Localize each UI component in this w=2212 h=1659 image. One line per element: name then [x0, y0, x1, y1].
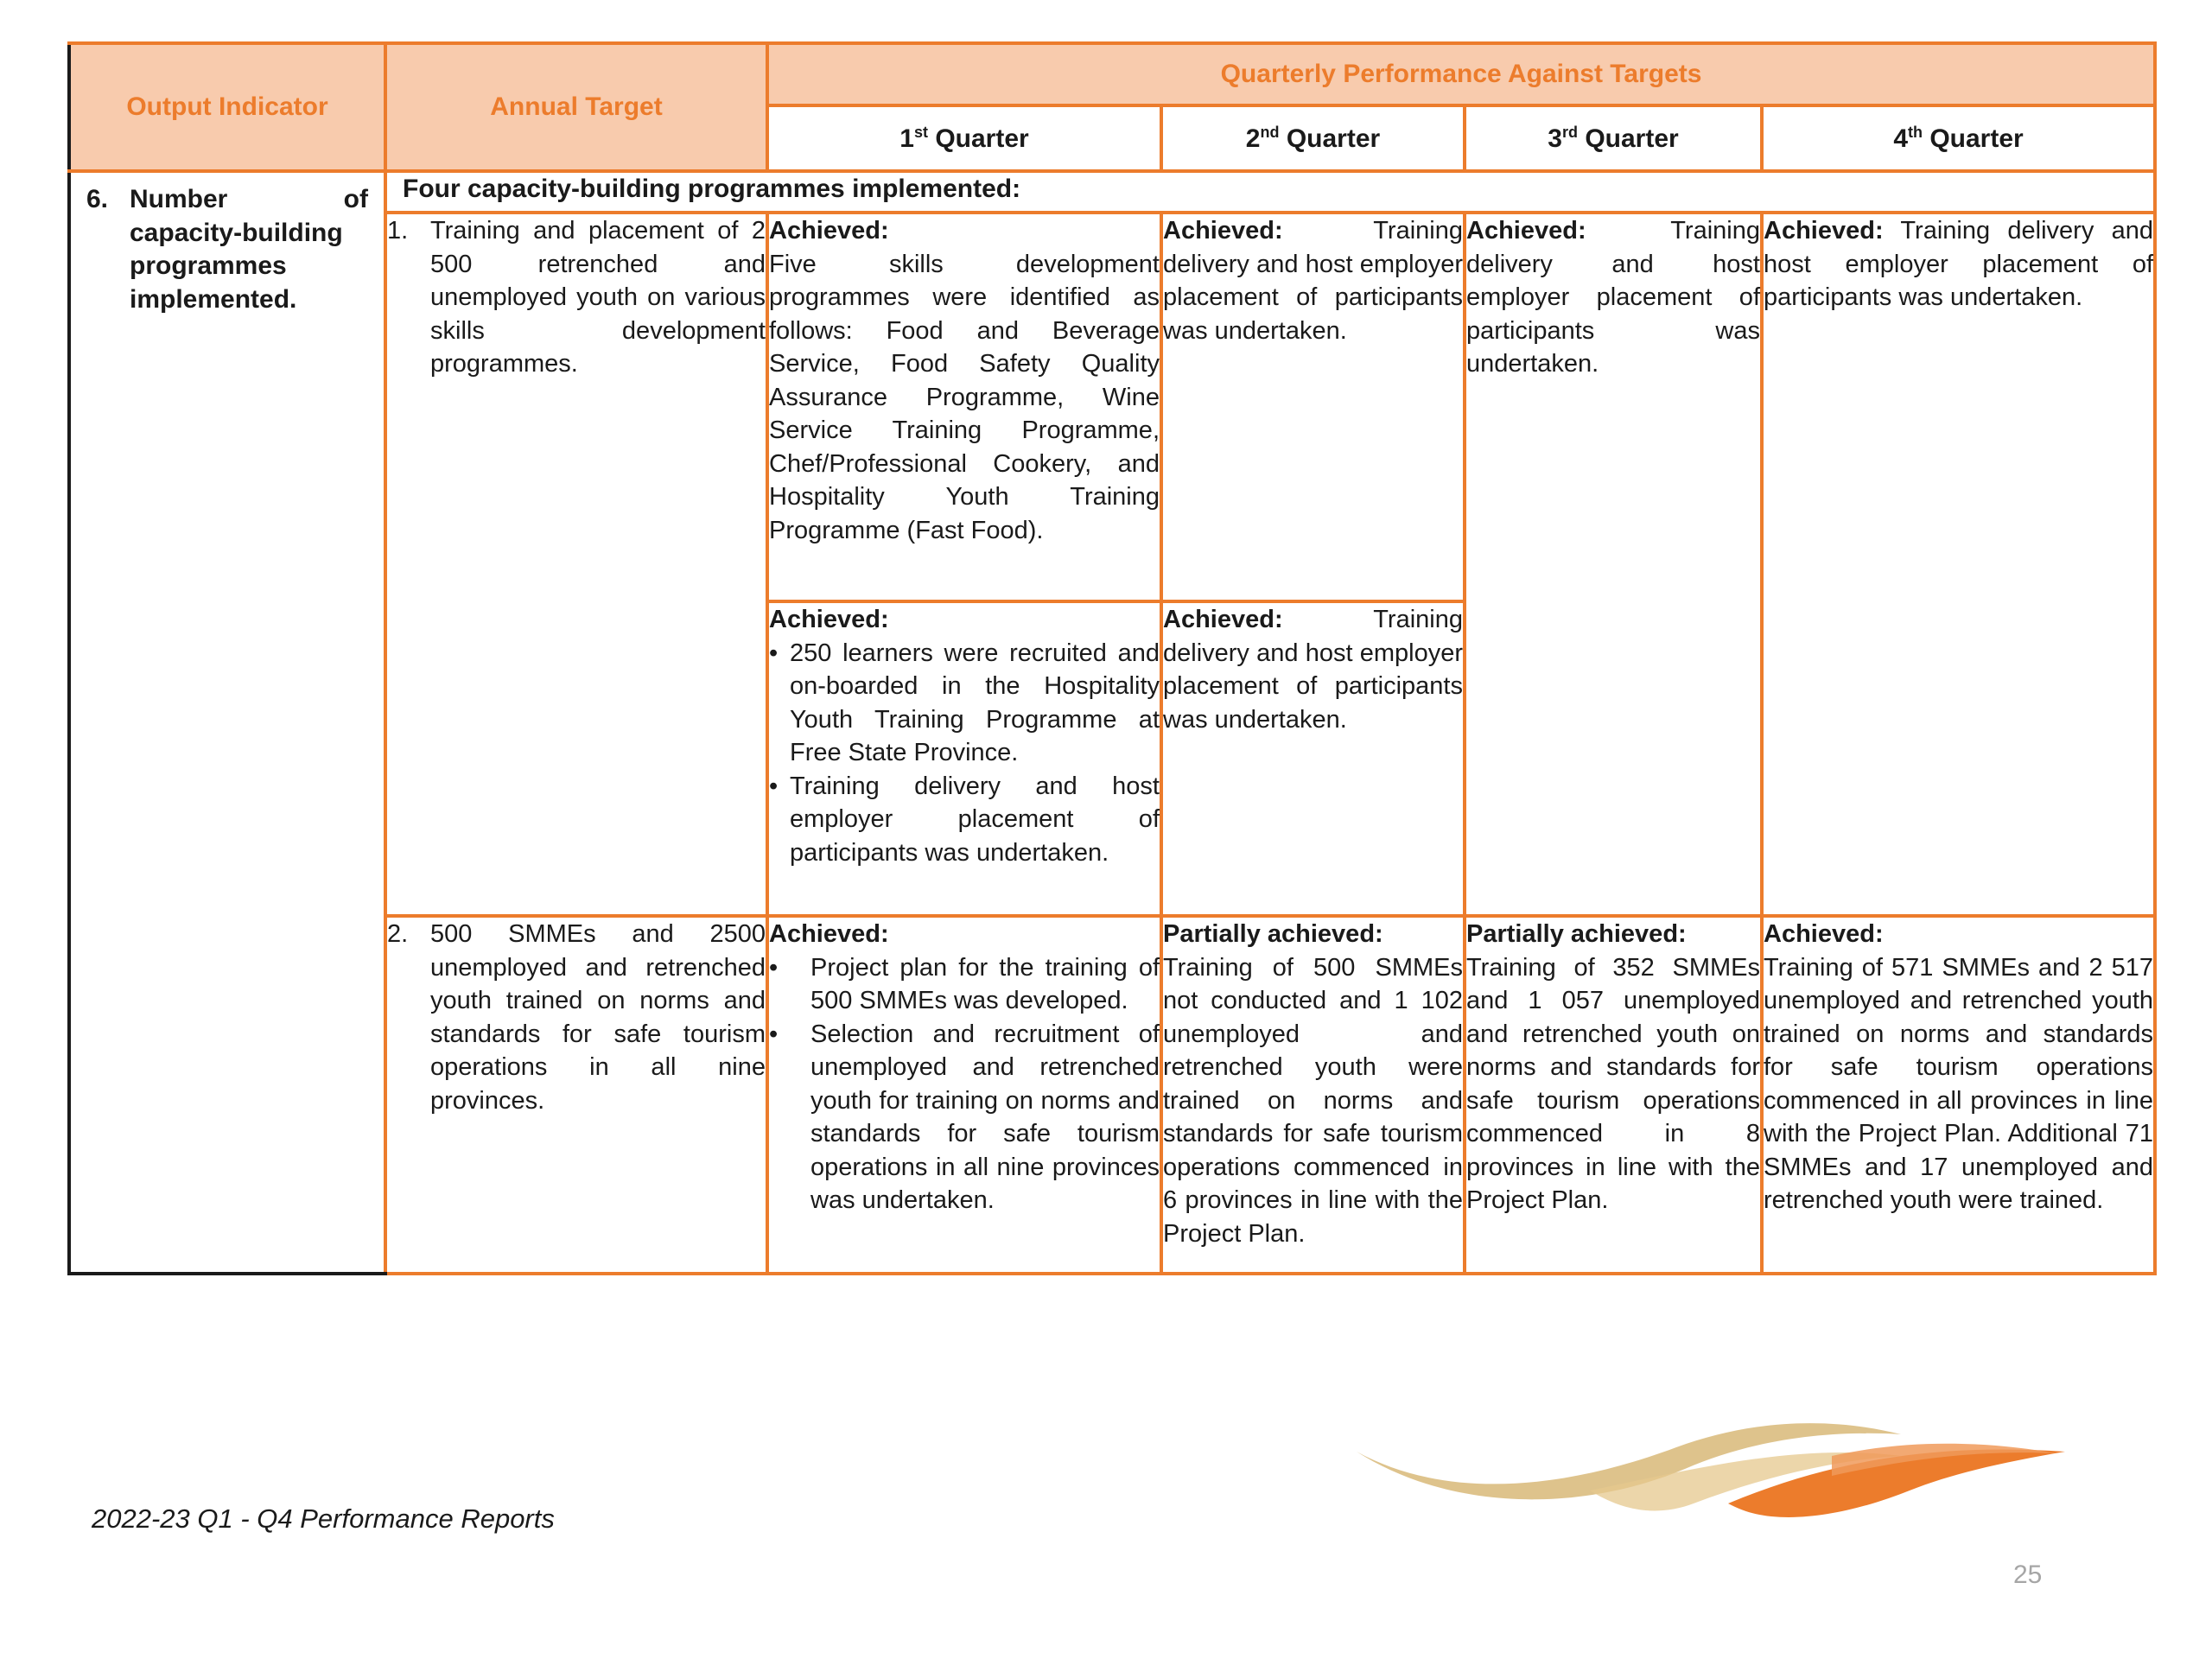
- indicator-number: 6.: [86, 185, 109, 213]
- section-title: Four capacity-building programmes implemented:: [385, 171, 2155, 213]
- header-annual-target: Annual Target: [385, 43, 767, 171]
- target-1-q1-cell-a: [767, 213, 1161, 601]
- performance-table: [67, 41, 2157, 1275]
- target-2-q2-cell: [1161, 916, 1465, 1274]
- list-item: • Selection and recruitment of unemployed and retrenched youth for training on norms and standards for safe tourism operations in all nine provinces was undertaken.: [769, 1020, 1160, 1214]
- result-text: Training delivery and host employer placement of participants was undertaken.: [1764, 217, 2154, 311]
- status-label: Achieved:: [1163, 606, 1283, 633]
- target-2-q4-cell: [1762, 916, 2155, 1274]
- target-1-q2-cell-b: [1161, 601, 1465, 916]
- annual-target-1: [385, 213, 767, 916]
- status-label: Achieved:: [1764, 920, 1884, 948]
- status-label: Achieved:: [1163, 217, 1283, 245]
- header-q3: 3rd Quarter: [1465, 105, 1762, 171]
- header-q2: 2nd Quarter: [1161, 105, 1465, 171]
- target-1-q4-cell: [1762, 213, 2155, 916]
- target-2-text: 500 SMMEs and 2500 unemployed and retrenched youth trained on norms and standards for safe tourism operations in all nine provinces.: [430, 920, 766, 1115]
- list-item: • Project plan for the training of 500 SMMEs was developed.: [769, 953, 1160, 1014]
- output-indicator-cell: [69, 171, 385, 1274]
- list-item: • 250 learners were recruited and on-boarded in the Hospitality Youth Training Programme at Free State Province.: [769, 639, 1160, 766]
- annual-target-2: [385, 916, 767, 1274]
- status-label: Achieved:: [769, 606, 889, 633]
- result-text: Training delivery and host employer placement of participants was undertaken.: [1163, 217, 1463, 345]
- indicator-text: Number of capacity-building programmes implemented.: [130, 185, 368, 314]
- target-2-number: 2.: [387, 920, 409, 948]
- result-text: Training of 500 SMMEs not conducted and 1 102 unemployed and retrenched youth were trained on norms and standards for safe tourism operations commenced in 6 provinces in line with the Project Plan.: [1163, 953, 1463, 1248]
- header-q4: 4th Quarter: [1762, 105, 2155, 171]
- page-number: 25: [2013, 1560, 2043, 1589]
- status-label: Achieved:: [1764, 217, 1884, 245]
- result-text: Training of 571 SMMEs and 2 517 unemployed and retrenched youth trained on norms and standards for safe tourism operations commenced in all provinces in line with the Project Plan. Additional 71 SMMEs and 17 unemployed and retrenched youth were trained.: [1764, 953, 2154, 1214]
- result-text: Training delivery and host employer placement of participants was undertaken.: [1163, 606, 1463, 734]
- status-label: Partially achieved:: [1163, 920, 1383, 948]
- header-output-indicator: Output Indicator: [69, 43, 385, 171]
- result-text: Five skills development programmes were identified as follows: Food and Beverage Service, Food Safety Quality Assurance Programme, Wine Service Training Programme, Chef/Professional Cookery, and Hospitality Youth Training Programme (Fast Food).: [769, 250, 1160, 544]
- bullet-list: [769, 637, 1160, 870]
- target-1-q1-cell-b: [767, 601, 1161, 916]
- target-1-text: Training and placement of 2 500 retrenched and unemployed youth on various skills development programmes.: [430, 217, 766, 378]
- status-label: Partially achieved:: [1466, 920, 1687, 948]
- list-item: • Training delivery and host employer placement of participants was undertaken.: [769, 772, 1160, 867]
- result-text: Training of 352 SMMEs and 1 057 unemployed and retrenched youth on norms and standards for safe tourism operations commenced in 8 provinces in line with the Project Plan.: [1466, 953, 1760, 1214]
- target-1-q3-cell: [1465, 213, 1762, 916]
- header-q1: 1st Quarter: [767, 105, 1161, 171]
- status-label: Achieved:: [1466, 217, 1586, 245]
- target-1-number: 1.: [387, 217, 409, 245]
- result-text: Training delivery and host employer placement of participants was undertaken.: [1466, 217, 1760, 378]
- brand-swoosh-logo: [1348, 1408, 2082, 1529]
- status-label: Achieved:: [769, 217, 889, 245]
- footer-report-title: 2022-23 Q1 - Q4 Performance Reports: [92, 1503, 555, 1534]
- header-quarterly-performance: Quarterly Performance Against Targets: [767, 43, 2155, 105]
- target-1-q2-cell-a: [1161, 213, 1465, 601]
- target-2-q3-cell: [1465, 916, 1762, 1274]
- target-2-q1-cell: [767, 916, 1161, 1274]
- bullet-list: [769, 951, 1160, 1217]
- status-label: Achieved:: [769, 920, 889, 948]
